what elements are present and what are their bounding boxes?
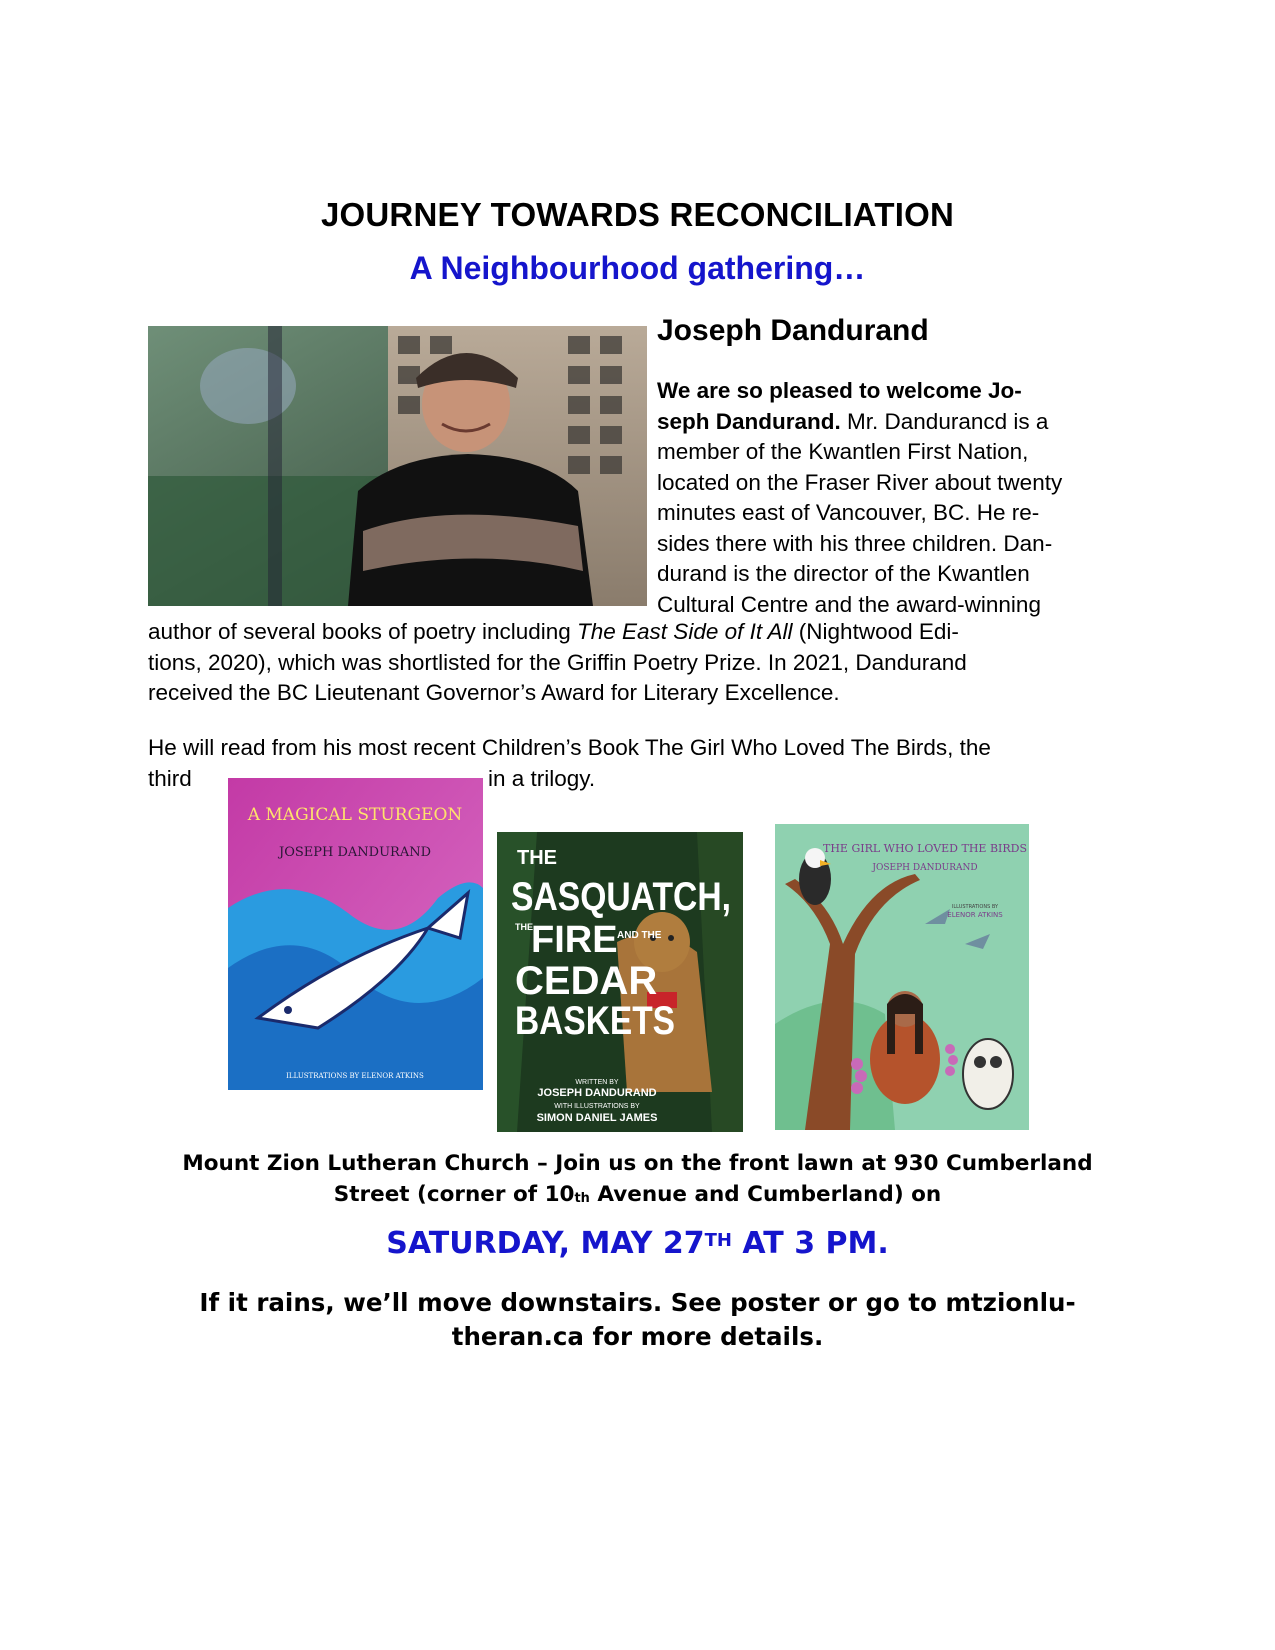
date-ordinal: TH: [704, 1230, 732, 1251]
bio-paragraph-bottom: [148, 617, 1128, 709]
bio-line: Cultural Centre and the award-winning: [657, 591, 1041, 617]
book2-title-baskets: BASKETS: [515, 999, 675, 1043]
book2-title-line1: THE: [517, 847, 557, 869]
book3-title: THE GIRL WHO LOVED THE BIRDS: [822, 842, 1028, 855]
book1-illustrator: ILLUSTRATIONS BY ELENOR ATKINS: [286, 1072, 424, 1080]
date-main: SATURDAY, MAY 27: [386, 1226, 705, 1261]
bio-line: [657, 376, 1127, 407]
book2-title-the: THE: [515, 922, 533, 932]
book1-title: A MAGICAL STURGEON: [247, 805, 463, 825]
book2-title-line2: SASQUATCH,: [511, 875, 731, 919]
author-photo: [148, 326, 647, 606]
book3-illustrator: ELENOR ATKINS: [947, 911, 1003, 919]
date-time: AT 3 PM.: [731, 1226, 889, 1261]
book2-illustrator: SIMON DANIEL JAMES: [536, 1112, 658, 1124]
book2-with-illustrations: WITH ILLUSTRATIONS BY: [554, 1103, 640, 1110]
book2-title-cedar: CEDAR: [515, 959, 658, 1003]
bio-line: tions, 2020), which was shortlisted for the Griffin Poetry Prize. In 2021, Dandurand: [148, 649, 967, 675]
venue-avenue-text: Avenue and Cumberland) on: [589, 1182, 942, 1207]
bio-text: author of several books of poetry including: [148, 619, 578, 644]
bio-line: member of the Kwantlen First Nation,: [657, 439, 1029, 464]
venue-line2: [100, 1179, 1175, 1210]
venue-ordinal: th: [574, 1191, 590, 1206]
bio-line: received the BC Lieutenant Governor’s Award for Literary Excellence.: [148, 680, 840, 705]
book3-author: JOSEPH DANDURAND: [872, 863, 978, 873]
book2-author: JOSEPH DANDURAND: [537, 1087, 657, 1099]
bio-text: (Nightwood Edi-: [792, 619, 959, 644]
reading-line: He will read from his most recent Children’s Book The Girl Who Loved The Birds, the: [148, 735, 991, 760]
bio-paragraph-top: [657, 376, 1127, 620]
rain-line2: theran.ca for more details.: [451, 1322, 824, 1351]
book-cover-girl-who-loved-birds: [775, 824, 1029, 1130]
book-title-italic: The East Side of It All: [577, 619, 793, 644]
book2-title-andthe: AND THE: [617, 930, 662, 941]
venue-line1: Mount Zion Lutheran Church – Join us on the front lawn at 930 Cumberland: [182, 1151, 1093, 1176]
author-name: Joseph Dandurand: [657, 314, 929, 347]
venue-street-text: Street (corner of 10: [333, 1182, 575, 1207]
page-subtitle: A Neighbourhood gathering…: [409, 250, 866, 286]
book2-title-fire: FIRE: [531, 919, 618, 961]
book1-author: JOSEPH DANDURAND: [278, 845, 432, 860]
bio-bold-text: seph Dandurand.: [657, 408, 841, 434]
bio-line: durand is the director of the Kwantlen: [657, 561, 1030, 586]
bio-line: minutes east of Vancouver, BC. He re-: [657, 500, 1040, 525]
event-date: [0, 1226, 1275, 1261]
bio-bold-text: We are so pleased to welcome Jo-: [657, 378, 1022, 403]
page-title: JOURNEY TOWARDS RECONCILIATION: [320, 196, 955, 233]
bio-text: Mr. Dandurancd is a: [840, 408, 1049, 434]
venue-info: [100, 1148, 1175, 1210]
book3-illustrations-by: ILLUSTRATIONS BY: [951, 904, 999, 910]
bio-line: sides there with his three children. Dan-: [657, 530, 1053, 556]
rain-notice: [120, 1286, 1155, 1354]
book2-written-by: WRITTEN BY: [575, 1079, 619, 1086]
rain-line1: If it rains, we’ll move downstairs. See poster or go to mtzionlu-: [199, 1288, 1076, 1317]
bio-line: [657, 407, 1127, 438]
book-cover-sasquatch: [497, 832, 743, 1132]
reading-line-right: in a trilogy.: [488, 766, 596, 791]
reading-line-left: third: [148, 766, 192, 791]
bio-line: located on the Fraser River about twenty: [657, 469, 1063, 495]
book-cover-magical-sturgeon: [228, 778, 483, 1090]
bio-line: [148, 617, 1128, 648]
